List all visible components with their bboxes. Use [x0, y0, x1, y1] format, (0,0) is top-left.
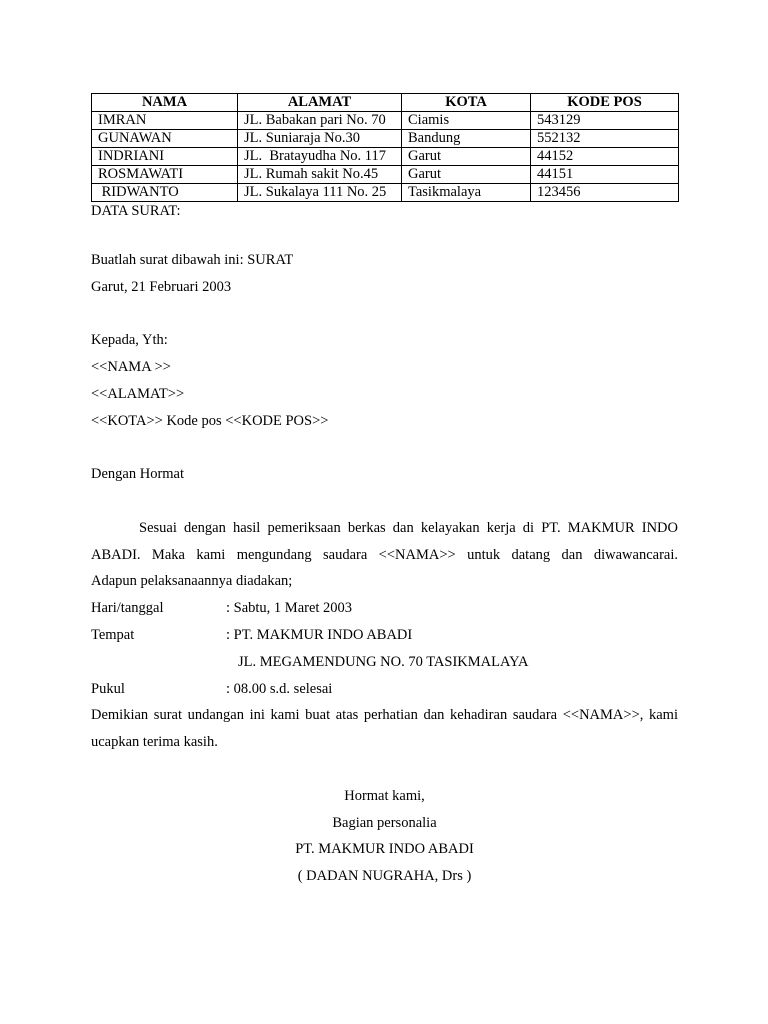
cell-nama: IMRAN	[92, 112, 238, 130]
data-heading: DATA SURAT:	[91, 203, 181, 219]
place-date: Garut, 21 Februari 2003	[91, 278, 232, 295]
field-nama: <<NAMA >>	[91, 358, 171, 375]
cell-kota: Tasikmalaya	[402, 184, 531, 202]
column-header-kode-pos: KODE POS	[531, 94, 679, 112]
schedule-place-row	[91, 622, 678, 649]
address-table	[91, 93, 679, 202]
cell-kota: Garut	[402, 148, 531, 166]
cell-kota: Bandung	[402, 130, 531, 148]
field-kota-kode-pos: <<KOTA>> Kode pos <<KODE POS>>	[91, 412, 329, 429]
greeting: Dengan Hormat	[91, 466, 185, 483]
document-page	[91, 93, 678, 890]
signature-regards: Hormat kami,	[344, 787, 425, 804]
cell-nama: GUNAWAN	[92, 130, 238, 148]
cell-alamat: JL. Babakan pari No. 70	[238, 112, 402, 130]
table-row	[92, 184, 679, 202]
signature-name: ( DADAN NUGRAHA, Drs )	[297, 868, 472, 885]
schedule-day-label: Hari/tanggal	[91, 600, 164, 617]
schedule-place-value: : PT. MAKMUR INDO ABADI	[226, 626, 413, 643]
signature-department: Bagian personalia	[332, 814, 437, 831]
schedule-time-label: Pukul	[91, 680, 125, 697]
table-row	[92, 166, 679, 184]
signature-company: PT. MAKMUR INDO ABADI	[295, 841, 474, 858]
cell-nama: RIDWANTO	[92, 184, 238, 202]
cell-nama: ROSMAWATI	[92, 166, 238, 184]
body-paragraph-line-2: ABADI. Maka kami mengundang saudara <<NAMA>> untuk datang dan diwawancarai.	[91, 546, 678, 563]
instruction-text: Buatlah surat dibawah ini: SURAT	[91, 251, 294, 268]
body-paragraph-line-3: Adapun pelaksanaannya diadakan;	[91, 573, 293, 590]
cell-kota: Ciamis	[402, 112, 531, 130]
cell-alamat: JL. Rumah sakit No.45	[238, 166, 402, 184]
column-header-alamat: ALAMAT	[238, 94, 402, 112]
cell-alamat: JL. Sukalaya 111 No. 25	[238, 184, 402, 202]
cell-kode-pos: 123456	[531, 184, 679, 202]
cell-alamat: JL. Suniaraja No.30	[238, 130, 402, 148]
closing-line-2: ucapkan terima kasih.	[91, 734, 218, 751]
schedule-day-value: : Sabtu, 1 Maret 2003	[226, 600, 353, 617]
cell-kota: Garut	[402, 166, 531, 184]
field-alamat: <<ALAMAT>>	[91, 385, 185, 402]
cell-kode-pos: 44151	[531, 166, 679, 184]
recipient-salutation: Kepada, Yth:	[91, 332, 168, 349]
table-row	[92, 130, 679, 148]
table-row	[92, 112, 679, 130]
table-row	[92, 148, 679, 166]
table-header-row	[92, 94, 679, 112]
body-paragraph-line-1: Sesuai dengan hasil pemeriksaan berkas dan kelayakan kerja di PT. MAKMUR INDO	[139, 519, 678, 536]
schedule-day-row	[91, 595, 678, 622]
cell-alamat: JL. Bratayudha No. 117	[238, 148, 402, 166]
schedule-time-row	[91, 676, 678, 703]
cell-kode-pos: 552132	[531, 130, 679, 148]
cell-kode-pos: 543129	[531, 112, 679, 130]
closing-line-1: Demikian surat undangan ini kami buat atas perhatian dan kehadiran saudara <<NAMA>>, kami	[91, 707, 678, 724]
cell-nama: INDRIANI	[92, 148, 238, 166]
schedule-place-label: Tempat	[91, 626, 135, 643]
column-header-kota: KOTA	[402, 94, 531, 112]
schedule-time-value: : 08.00 s.d. selesai	[226, 680, 333, 697]
cell-kode-pos: 44152	[531, 148, 679, 166]
schedule-place-address: JL. MEGAMENDUNG NO. 70 TASIKMALAYA	[238, 653, 529, 670]
column-header-nama: NAMA	[92, 94, 238, 112]
